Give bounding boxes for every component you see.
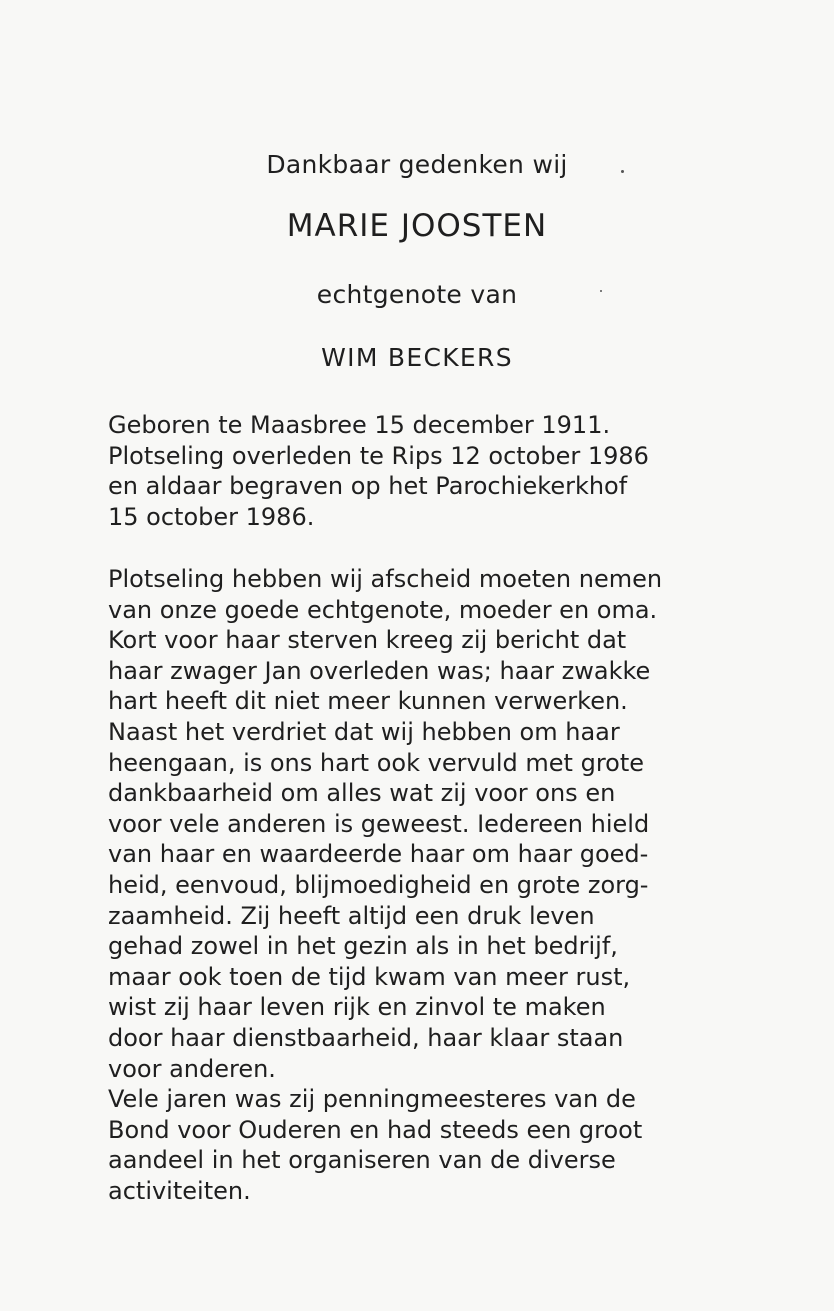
- intro-text: Dankbaar gedenken wij: [266, 150, 568, 179]
- spouse-name: WIM BECKERS: [321, 343, 513, 372]
- tribute-section: [108, 564, 744, 1206]
- paper-speck: [600, 290, 602, 292]
- deceased-name: MARIE JOOSTEN: [286, 208, 548, 244]
- birth-death-section: [108, 410, 744, 532]
- tribute-paragraph-1: Plotseling hebben wij afscheid moeten nemen van onze goede echtgenote, moeder en oma. Kort voor haar sterven kreeg zij bericht dat haar zwager Jan overleden was; haar zwakke hart heeft dit niet meer kunnen verwerken. Naast het verdriet dat wij hebben om haar heengaan, is ons hart ook vervuld met grote dankbaarheid om alles wat zij voor ons en voor vele anderen is geweest. Iedereen hield van haar en waardeerde haar om haar goed- heid, eenvoud, blijmoedigheid en grote zorg- zaamheid. Zij heeft altijd een druk leven gehad zowel in het gezin als in het bedrijf, maar ook toen de tijd kwam van meer rust, wist zij haar leven rijk en zinvol te maken door haar dienstbaarheid, haar klaar staan voor anderen.: [108, 565, 663, 1083]
- birth-death-text: Geboren te Maasbree 15 december 1911. Plotseling overleden te Rips 12 october 1986 en aldaar begraven op het Parochiekerkhof 15 october 1986.: [108, 411, 649, 531]
- relation-text: echtgenote van: [316, 280, 518, 309]
- paper-speck: [621, 170, 624, 173]
- tribute-paragraph-2: Vele jaren was zij penningmeesteres van de Bond voor Ouderen en had steeds een groot aandeel in het organiseren van de diverse activiteiten.: [108, 1085, 643, 1205]
